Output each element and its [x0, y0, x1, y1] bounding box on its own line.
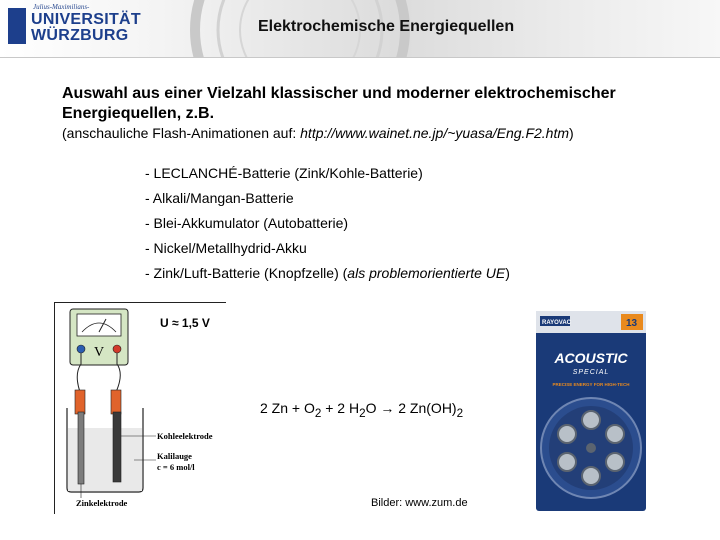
list-item: - LECLANCHÉ-Batterie (Zink/Kohle-Batterie): [145, 165, 423, 181]
anode-label: Zinkelektrode: [76, 498, 128, 508]
battery-brand: RAYOVAC: [542, 320, 572, 326]
figure-border: [54, 302, 55, 514]
slide-header: [0, 0, 720, 58]
list-item: - Blei-Akkumulator (Autobatterie): [145, 215, 349, 231]
header-divider: [0, 57, 720, 58]
list-item-suffix: ): [505, 265, 510, 281]
hearing-aid-battery-pack-image: [533, 308, 649, 514]
battery-tagline: PRECISE ENERGY FOR HIGH-TECH: [552, 382, 630, 387]
voltage-label: U ≈ 1,5 V: [160, 316, 210, 330]
eq-part: O → 2 Zn(OH): [365, 400, 457, 416]
image-credit: Bilder: www.zum.de: [371, 497, 468, 509]
note-prefix: (anschauliche Flash-Animationen auf:: [62, 125, 301, 141]
cathode-label: Kohleelektrode: [157, 431, 213, 441]
battery-sub: SPECIAL: [572, 369, 610, 376]
figure-border: [54, 302, 226, 303]
zinc-air-cell-diagram: [54, 302, 226, 514]
reaction-equation: [260, 400, 463, 420]
concentration-label: c = 6 mol/l: [157, 462, 195, 472]
eq-sub: 2: [456, 406, 464, 420]
list-item: - Alkali/Mangan-Batterie: [145, 190, 294, 206]
animation-note: [62, 125, 574, 141]
logo-line-1: UNIVERSITÄT: [31, 11, 141, 28]
list-item: [145, 264, 510, 289]
intro-text: Auswahl aus einer Vielzahl klassischer und moderner elektrochemischer Energiequellen, z.B.: [62, 85, 616, 122]
meter-symbol: V: [94, 345, 105, 360]
logo-top-text: Julius-Maximilians-: [33, 3, 90, 11]
battery-size: 13: [626, 318, 638, 329]
note-suffix: ): [569, 125, 574, 141]
eq-part: + 2 H: [321, 400, 360, 416]
eq-part: 2 Zn + O: [260, 400, 315, 416]
slide-title: Elektrochemische Energiequellen: [258, 18, 515, 35]
battery-name: ACOUSTIC: [554, 350, 628, 366]
list-item-text: - Zink/Luft-Batterie (Knopfzelle) (: [145, 265, 348, 281]
logo-mark-icon: [8, 8, 26, 44]
electrolyte-label: Kalilauge: [157, 451, 192, 461]
university-logo[interactable]: [0, 0, 142, 54]
animation-link[interactable]: http://www.wainet.ne.jp/~yuasa/Eng.F2.htm: [300, 125, 570, 141]
list-item-italic: als problemorientierte UE: [347, 265, 506, 281]
logo-line-2: WÜRZBURG: [31, 27, 129, 44]
list-item: - Nickel/Metallhydrid-Akku: [145, 240, 307, 256]
battery-type-list: [145, 164, 510, 289]
eq-sub: 2: [314, 406, 322, 420]
eq-sub: 2: [359, 406, 366, 420]
